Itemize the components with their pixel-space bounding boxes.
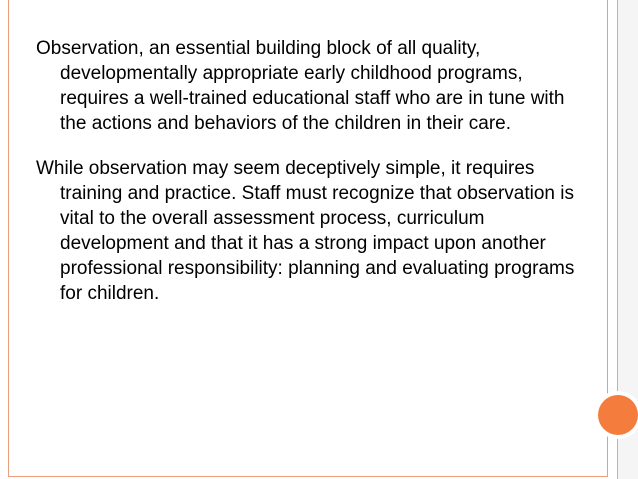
- slide-body: [36, 36, 591, 306]
- paragraph-observation-intro: Observation, an essential building block of all quality, developmentally appropriate early childhood programs, requires a well-trained educational staff who are in tune with the actions and behaviors of the children in their care.: [36, 38, 565, 134]
- orange-circle-decoration: [598, 395, 638, 435]
- paragraph-observation-training: While observation may seem deceptively simple, it requires training and practice. Staff must recognize that observation is vital to the overall assessment process, curriculum development and that it has a strong impact upon another professional responsibility: planning and evaluating programs for children.: [36, 158, 575, 304]
